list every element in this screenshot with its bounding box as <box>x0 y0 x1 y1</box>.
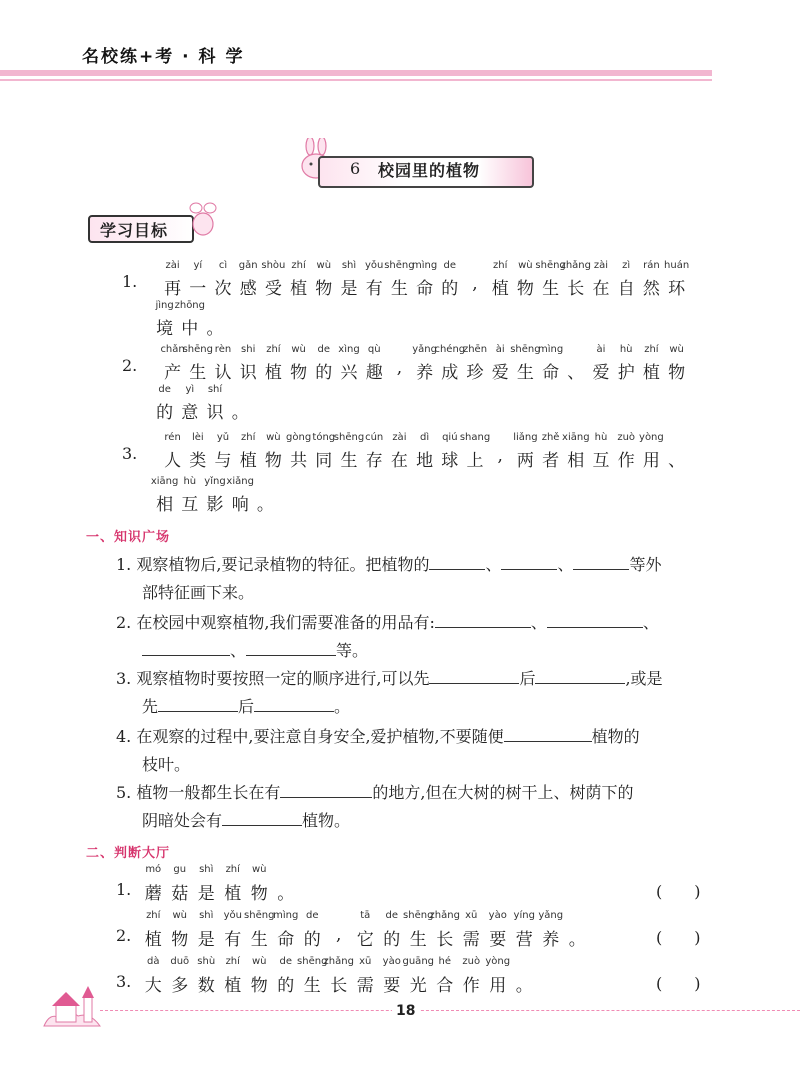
s1-q4: 4. 在观察的过程中,要注意自身安全,爱护植物,不要随便 植物的 <box>116 727 640 746</box>
pinyin-syllable: chǎn <box>160 344 185 355</box>
goal-number: 2. <box>122 356 138 375</box>
q-num: 4. <box>116 727 132 746</box>
pinyin-syllable: gu <box>173 864 187 875</box>
pinyin-syllable: shēng <box>403 910 434 921</box>
hanzi-char: 植 <box>290 279 308 299</box>
hanzi-char: 与 <box>214 451 232 471</box>
hanzi-char: 多 <box>171 976 189 996</box>
hanzi-char: 受 <box>264 279 282 299</box>
answer-parentheses[interactable]: ( ) <box>656 882 701 901</box>
pinyin-syllable: zhí <box>493 260 508 271</box>
goal-label: 学习目标 <box>100 221 169 240</box>
hanzi-char: 需 <box>356 976 374 996</box>
pinyin-syllable: qiú <box>442 432 458 443</box>
s1-q1-cont: 部特征画下来。 <box>142 583 255 602</box>
hanzi-char: 有 <box>224 930 242 950</box>
pinyin-syllable: lèi <box>191 432 204 443</box>
hanzi-char: 。 <box>515 976 533 996</box>
pinyin-syllable: tóng <box>312 432 336 443</box>
pinyin-syllable: xìng <box>338 344 360 355</box>
pinyin-syllable: wù <box>518 260 533 271</box>
hanzi-char: 识 <box>206 403 224 423</box>
pinyin-syllable: dà <box>147 956 160 967</box>
hanzi-char: 生 <box>303 976 321 996</box>
hanzi-char: 有 <box>365 279 383 299</box>
pinyin-syllable: shang <box>459 432 491 443</box>
answer-blank[interactable] <box>435 613 531 628</box>
hanzi-char: 生 <box>189 363 207 383</box>
hanzi-char: 互 <box>181 495 199 515</box>
pinyin-syllable: ài <box>596 344 606 355</box>
pinyin-syllable: xiāng <box>150 476 179 487</box>
header-title: 名校练+考 · 科 学 <box>82 47 245 67</box>
hanzi-char: 作 <box>462 976 480 996</box>
hanzi-char: 菇 <box>171 884 189 904</box>
pinyin-syllable: shì <box>199 910 214 921</box>
hanzi-char: 存 <box>365 451 383 471</box>
pinyin-syllable: gǎn <box>238 260 258 271</box>
s1-q2: 2. 在校园中观察植物,我们需要准备的用品有: 、 、 <box>116 613 659 632</box>
hanzi-char: 类 <box>189 451 207 471</box>
hanzi-char: 命 <box>542 363 560 383</box>
goal-number: 3. <box>122 444 138 463</box>
hanzi-char: 人 <box>164 451 182 471</box>
hanzi-char: 生 <box>390 279 408 299</box>
pinyin-syllable: hù <box>594 432 608 443</box>
hanzi-char: 者 <box>542 451 560 471</box>
hanzi-char: 地 <box>416 451 434 471</box>
answer-blank[interactable] <box>280 783 372 798</box>
hanzi-char: 相 <box>567 451 585 471</box>
hanzi-char: 物 <box>290 363 308 383</box>
hanzi-char: 光 <box>409 976 427 996</box>
pinyin-syllable: rèn <box>214 344 232 355</box>
pinyin-syllable: yòng <box>639 432 664 443</box>
answer-blank[interactable] <box>535 669 625 684</box>
pinyin-syllable: zhí <box>146 910 161 921</box>
hanzi-char: 的 <box>277 976 295 996</box>
pinyin-syllable: mó <box>145 864 162 875</box>
hanzi-char: 物 <box>171 930 189 950</box>
pinyin-syllable: mìng <box>273 910 299 921</box>
s1-q1: 1. 观察植物后,要记录植物的特征。把植物的 、 、 等外 <box>116 555 662 574</box>
hanzi-char: 植 <box>224 976 242 996</box>
hanzi-char: 球 <box>441 451 459 471</box>
s1-q3: 3. 观察植物时要按照一定的顺序进行,可以先 后 ,或是 <box>116 669 663 688</box>
hanzi-char: , <box>472 274 478 294</box>
pinyin-syllable: de <box>385 910 398 921</box>
answer-blank[interactable] <box>547 613 643 628</box>
pinyin-syllable: rán <box>643 260 660 271</box>
pinyin-syllable: zì <box>622 260 631 271</box>
pinyin-syllable: yǒu <box>365 260 384 271</box>
hanzi-char: 物 <box>250 884 268 904</box>
hanzi-char: 。 <box>256 495 274 515</box>
hanzi-char: 境 <box>156 319 174 339</box>
pinyin-syllable: gòng <box>286 432 312 443</box>
hanzi-char: 环 <box>668 279 686 299</box>
hanzi-char: 长 <box>330 976 348 996</box>
q-num: 1. <box>116 555 132 574</box>
pinyin-syllable: shēng <box>384 260 415 271</box>
hanzi-char: 识 <box>239 363 257 383</box>
hanzi-char: , <box>497 446 503 466</box>
pinyin-syllable: cún <box>365 432 384 443</box>
lesson-number: 6 <box>350 159 361 178</box>
answer-blank[interactable] <box>504 727 592 742</box>
pinyin-syllable: jìng <box>155 300 174 311</box>
hanzi-char: 数 <box>197 976 215 996</box>
hanzi-char: 护 <box>617 363 635 383</box>
pinyin-syllable: tā <box>360 910 371 921</box>
pinyin-syllable: zuò <box>462 956 481 967</box>
hanzi-char: 植 <box>491 279 509 299</box>
answer-blank[interactable] <box>158 697 238 712</box>
pinyin-syllable: yào <box>488 910 507 921</box>
pinyin-syllable: zhēn <box>462 344 488 355</box>
hanzi-char: 在 <box>390 451 408 471</box>
pinyin-syllable: shì <box>341 260 357 271</box>
pinyin-syllable: shi <box>241 344 256 355</box>
hanzi-char: 物 <box>315 279 333 299</box>
pinyin-syllable: wù <box>251 956 267 967</box>
pinyin-syllable: yǎng <box>412 344 437 355</box>
hanzi-char: 相 <box>156 495 174 515</box>
pinyin-syllable: zhě <box>541 432 560 443</box>
answer-parentheses[interactable]: ( ) <box>656 974 701 993</box>
hanzi-char: 生 <box>250 930 268 950</box>
pinyin-syllable: huán <box>664 260 690 271</box>
hanzi-char: 养 <box>416 363 434 383</box>
pinyin-syllable: zhōng <box>174 300 205 311</box>
pinyin-syllable: zhí <box>266 344 281 355</box>
hanzi-char: , <box>336 925 342 945</box>
hanzi-char: 生 <box>409 930 427 950</box>
pinyin-syllable: zhǎng <box>323 956 354 967</box>
hanzi-char: 物 <box>668 363 686 383</box>
pinyin-syllable: shí <box>207 384 223 395</box>
hanzi-char: 生 <box>516 363 534 383</box>
hanzi-char: 感 <box>239 279 257 299</box>
hanzi-char: 长 <box>436 930 454 950</box>
hanzi-char: 、 <box>668 451 686 471</box>
hanzi-char: 用 <box>642 451 660 471</box>
pinyin-syllable: zài <box>392 432 407 443</box>
pinyin-syllable: wù <box>251 864 267 875</box>
hanzi-char: 认 <box>214 363 232 383</box>
q-num: 5. <box>116 783 132 802</box>
hanzi-char: 的 <box>441 279 459 299</box>
pinyin-syllable: shēng <box>182 344 213 355</box>
pinyin-syllable: de <box>279 956 292 967</box>
pinyin-syllable: ài <box>495 344 505 355</box>
hanzi-char: 的 <box>156 403 174 423</box>
hanzi-char: 再 <box>164 279 182 299</box>
s1-q4-cont: 枝叶。 <box>142 755 191 774</box>
pinyin-syllable: wù <box>172 910 188 921</box>
pinyin-syllable: yǐng <box>204 476 226 487</box>
hanzi-char: 共 <box>290 451 308 471</box>
hanzi-char: 、 <box>567 363 585 383</box>
hanzi-char: 。 <box>206 319 224 339</box>
s1-q2-cont: 、 等。 <box>142 638 368 661</box>
hanzi-char: 大 <box>144 976 162 996</box>
answer-blank[interactable] <box>573 555 629 570</box>
hanzi-char: 植 <box>144 930 162 950</box>
pinyin-syllable: zhí <box>225 956 240 967</box>
pinyin-syllable: zhí <box>241 432 256 443</box>
house-icon <box>40 982 104 1030</box>
s1-q5: 5. 植物一般都生长在有 的地方,但在大树的树干上、树荫下的 <box>116 783 634 802</box>
pinyin-syllable: zhí <box>291 260 306 271</box>
pinyin-syllable: zuò <box>617 432 636 443</box>
hanzi-char: 意 <box>181 403 199 423</box>
hanzi-char: 趣 <box>365 363 383 383</box>
hanzi-char: 响 <box>231 495 249 515</box>
hanzi-char: 爱 <box>592 363 610 383</box>
pinyin-syllable: zài <box>165 260 180 271</box>
hanzi-char: 植 <box>239 451 257 471</box>
s1-q3-cont: 先 后 。 <box>142 697 351 716</box>
pinyin-syllable: cì <box>218 260 228 271</box>
pinyin-syllable: yòng <box>485 956 511 967</box>
hanzi-char: 成 <box>441 363 459 383</box>
hanzi-char: 物 <box>516 279 534 299</box>
pinyin-syllable: shù <box>197 956 216 967</box>
pinyin-syllable: zhí <box>644 344 659 355</box>
pinyin-syllable: wù <box>669 344 684 355</box>
hanzi-char: 生 <box>542 279 560 299</box>
hanzi-char: 然 <box>642 279 660 299</box>
pinyin-syllable: yào <box>382 956 401 967</box>
pinyin-syllable: shēng <box>510 344 541 355</box>
hanzi-char: 作 <box>617 451 635 471</box>
answer-parentheses[interactable]: ( ) <box>656 928 701 947</box>
lesson-title: 校园里的植物 <box>378 161 481 180</box>
hanzi-char: 用 <box>489 976 507 996</box>
hanzi-char: 它 <box>356 930 374 950</box>
hanzi-char: 自 <box>617 279 635 299</box>
pinyin-syllable: rén <box>164 432 181 443</box>
pinyin-syllable: shēng <box>535 260 566 271</box>
hanzi-char: 合 <box>436 976 454 996</box>
pinyin-syllable: shòu <box>261 260 286 271</box>
hanzi-char: 的 <box>383 930 401 950</box>
pinyin-syllable: shēng <box>244 910 275 921</box>
page-number: 18 <box>392 1003 419 1019</box>
hanzi-char: 命 <box>277 930 295 950</box>
pinyin-syllable: de <box>443 260 457 271</box>
hanzi-char: 影 <box>206 495 224 515</box>
pinyin-syllable: yǒu <box>223 910 242 921</box>
section1-heading: 一、知识广场 <box>86 530 171 545</box>
pinyin-syllable: xū <box>465 910 478 921</box>
hanzi-char: 植 <box>224 884 242 904</box>
hanzi-char: 。 <box>568 930 586 950</box>
pinyin-syllable: xiǎng <box>226 476 254 487</box>
answer-blank[interactable] <box>222 811 302 826</box>
pinyin-syllable: de <box>317 344 331 355</box>
pinyin-syllable: liǎng <box>513 432 538 443</box>
hanzi-char: 兴 <box>340 363 358 383</box>
hanzi-char: 珍 <box>466 363 484 383</box>
pinyin-syllable: hé <box>438 956 451 967</box>
pinyin-syllable: wù <box>316 260 332 271</box>
s1-q5-cont: 阴暗处会有 植物。 <box>142 811 351 830</box>
hanzi-char: 爱 <box>491 363 509 383</box>
answer-blank[interactable] <box>142 641 230 656</box>
bee-mascot-icon <box>188 200 218 240</box>
hanzi-char: 一 <box>189 279 207 299</box>
header-stripe-thin <box>0 79 712 81</box>
pinyin-syllable: qù <box>367 344 381 355</box>
hanzi-char: 要 <box>489 930 507 950</box>
pinyin-syllable: duō <box>170 956 190 967</box>
pinyin-syllable: zhǎng <box>429 910 460 921</box>
header-stripe <box>0 70 712 76</box>
pinyin-syllable: mìng <box>537 344 564 355</box>
pinyin-syllable: wù <box>291 344 306 355</box>
hanzi-char: 的 <box>315 363 333 383</box>
pinyin-syllable: mìng <box>411 260 438 271</box>
hanzi-char: 。 <box>277 884 295 904</box>
pinyin-syllable: hù <box>619 344 633 355</box>
answer-blank[interactable] <box>429 669 519 684</box>
hanzi-char: 同 <box>315 451 333 471</box>
pinyin-syllable: wù <box>266 432 281 443</box>
pinyin-syllable: shēng <box>297 956 328 967</box>
answer-blank[interactable] <box>429 555 485 570</box>
hanzi-char: 养 <box>542 930 560 950</box>
hanzi-char: 植 <box>264 363 282 383</box>
judge-number: 1. <box>116 880 132 899</box>
pinyin-syllable: zài <box>593 260 609 271</box>
pinyin-syllable: yì <box>185 384 195 395</box>
pinyin-syllable: shì <box>199 864 214 875</box>
pinyin-syllable: chéng <box>434 344 466 355</box>
hanzi-char: 互 <box>592 451 610 471</box>
hanzi-char: 是 <box>197 884 215 904</box>
hanzi-char: 营 <box>515 930 533 950</box>
pinyin-syllable: yǎng <box>538 910 564 921</box>
goal-number: 1. <box>122 272 138 291</box>
pinyin-syllable: dì <box>420 432 430 443</box>
judge-number: 2. <box>116 926 132 945</box>
answer-blank[interactable] <box>246 641 336 656</box>
hanzi-char: 在 <box>592 279 610 299</box>
hanzi-char: 生 <box>340 451 358 471</box>
hanzi-char: 物 <box>250 976 268 996</box>
footer-divider <box>100 1010 800 1011</box>
hanzi-char: 需 <box>462 930 480 950</box>
q-num: 2. <box>116 613 132 632</box>
hanzi-char: 两 <box>516 451 534 471</box>
pinyin-syllable: yíng <box>513 910 535 921</box>
pinyin-syllable: zhí <box>225 864 240 875</box>
pinyin-syllable: yí <box>193 260 203 271</box>
pinyin-syllable: guāng <box>402 956 434 967</box>
hanzi-char: 蘑 <box>144 884 162 904</box>
hanzi-char: 是 <box>340 279 358 299</box>
pinyin-syllable: hù <box>183 476 197 487</box>
hanzi-char: 上 <box>466 451 484 471</box>
judge-number: 3. <box>116 972 132 991</box>
hanzi-char: 是 <box>197 930 215 950</box>
answer-blank[interactable] <box>254 697 334 712</box>
hanzi-char: 物 <box>264 451 282 471</box>
hanzi-char: 长 <box>567 279 585 299</box>
pinyin-syllable: xū <box>359 956 372 967</box>
pinyin-syllable: de <box>158 384 171 395</box>
hanzi-char: 的 <box>303 930 321 950</box>
hanzi-char: 要 <box>383 976 401 996</box>
hanzi-char: 命 <box>416 279 434 299</box>
answer-blank[interactable] <box>501 555 557 570</box>
pinyin-syllable: yǔ <box>216 432 230 443</box>
q-num: 3. <box>116 669 132 688</box>
pinyin-syllable: de <box>306 910 319 921</box>
hanzi-char: 产 <box>164 363 182 383</box>
hanzi-char: , <box>396 358 403 378</box>
hanzi-char: 。 <box>231 403 249 423</box>
hanzi-char: 植 <box>642 363 660 383</box>
pinyin-syllable: xiāng <box>562 432 590 443</box>
pinyin-syllable: zhǎng <box>560 260 591 271</box>
section2-heading: 二、判断大厅 <box>86 846 171 861</box>
pinyin-syllable: shēng <box>333 432 365 443</box>
hanzi-char: 次 <box>214 279 232 299</box>
hanzi-char: 中 <box>181 319 199 339</box>
